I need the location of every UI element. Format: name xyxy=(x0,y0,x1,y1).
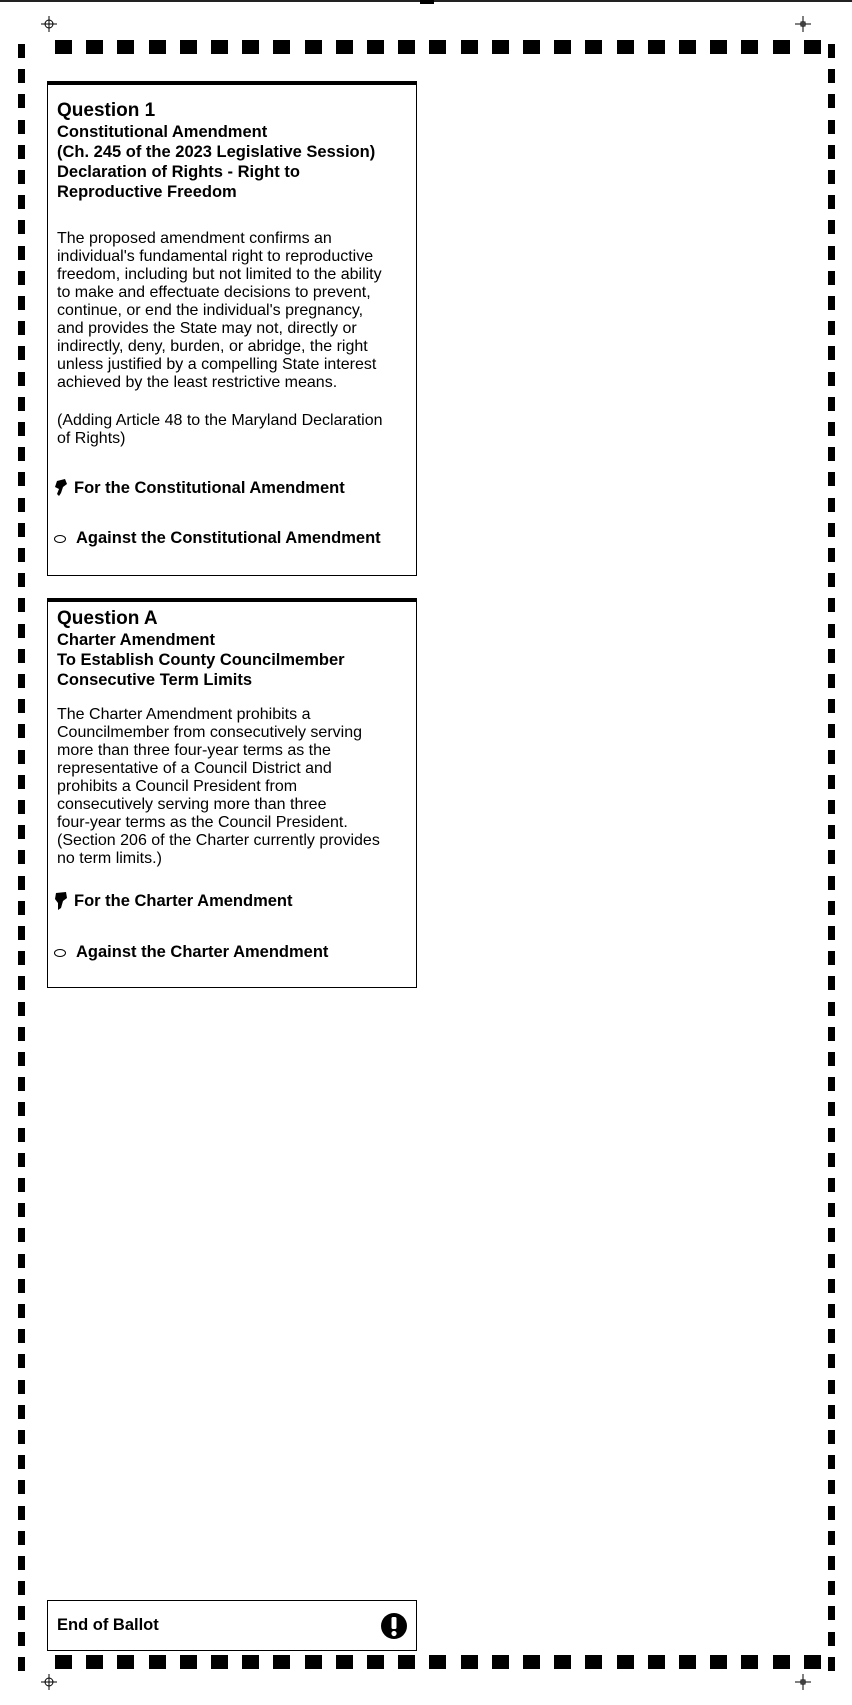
timing-mark xyxy=(18,750,25,764)
timing-mark xyxy=(55,1655,72,1669)
timing-mark xyxy=(18,1102,25,1116)
timing-mark xyxy=(18,876,25,890)
timing-mark xyxy=(18,1153,25,1167)
timing-mark xyxy=(18,372,25,386)
timing-mark xyxy=(828,170,835,184)
timing-mark xyxy=(18,548,25,562)
question-text-line: to make and effectuate decisions to prevent, xyxy=(57,284,371,301)
timing-mark xyxy=(828,699,835,713)
timing-mark xyxy=(18,321,25,335)
timing-mark xyxy=(828,876,835,890)
timing-mark xyxy=(828,472,835,486)
timing-mark xyxy=(828,1102,835,1116)
timing-mark xyxy=(828,901,835,915)
end-of-ballot-label: End of Ballot xyxy=(57,1616,159,1634)
timing-mark xyxy=(18,699,25,713)
timing-mark xyxy=(828,1556,835,1570)
timing-mark xyxy=(554,40,571,54)
timing-mark xyxy=(55,40,72,54)
timing-mark xyxy=(86,1655,103,1669)
timing-mark xyxy=(828,1455,835,1469)
timing-mark xyxy=(18,976,25,990)
timing-mark xyxy=(741,40,758,54)
timing-mark xyxy=(679,40,696,54)
question-text-line: no term limits.) xyxy=(57,850,162,867)
timing-mark xyxy=(828,850,835,864)
empty-oval-icon xyxy=(54,949,66,957)
timing-mark xyxy=(180,40,197,54)
timing-mark xyxy=(828,1027,835,1041)
timing-mark xyxy=(492,40,509,54)
timing-mark xyxy=(149,1655,166,1669)
question-text-line: prohibits a Council President from xyxy=(57,778,298,795)
timing-mark xyxy=(18,1228,25,1242)
timing-mark xyxy=(828,296,835,310)
registration-mark-bottom-left xyxy=(40,1673,58,1691)
timing-mark xyxy=(18,1002,25,1016)
timing-mark xyxy=(461,40,478,54)
timing-mark xyxy=(828,775,835,789)
question-subtitle-line: Constitutional Amendment xyxy=(57,123,268,141)
timing-mark xyxy=(180,1655,197,1669)
timing-mark xyxy=(398,40,415,54)
timing-mark xyxy=(523,1655,540,1669)
question-text-line: representative of a Council District and xyxy=(57,760,332,777)
timing-mark xyxy=(828,220,835,234)
question-subtitle-line: (Ch. 245 of the 2023 Legislative Session) xyxy=(57,143,376,161)
timing-mark xyxy=(523,40,540,54)
question-subtitle-line: To Establish County Councilmember xyxy=(57,651,345,669)
timing-mark xyxy=(18,649,25,663)
registration-mark-top-left xyxy=(40,15,58,33)
timing-mark xyxy=(18,901,25,915)
timing-mark xyxy=(18,397,25,411)
timing-mark xyxy=(828,724,835,738)
timing-mark xyxy=(828,1178,835,1192)
timing-mark xyxy=(828,523,835,537)
timing-mark xyxy=(828,397,835,411)
timing-mark xyxy=(828,1254,835,1268)
timing-mark xyxy=(398,1655,415,1669)
timing-mark xyxy=(18,1455,25,1469)
timing-mark xyxy=(18,1606,25,1620)
timing-mark xyxy=(429,40,446,54)
timing-mark xyxy=(18,1203,25,1217)
timing-mark xyxy=(828,1279,835,1293)
question-subtitle-line: Consecutive Term Limits xyxy=(57,671,252,689)
timing-mark xyxy=(828,1581,835,1595)
timing-mark xyxy=(18,1279,25,1293)
timing-mark xyxy=(18,472,25,486)
timing-mark xyxy=(773,1655,790,1669)
timing-mark xyxy=(18,44,25,58)
timing-mark xyxy=(117,40,134,54)
timing-mark xyxy=(828,498,835,512)
timing-mark xyxy=(828,321,835,335)
timing-mark xyxy=(18,573,25,587)
timing-mark xyxy=(242,40,259,54)
timing-mark xyxy=(18,1027,25,1041)
timing-mark xyxy=(648,1655,665,1669)
option-against-constitutional-amendment[interactable] xyxy=(54,529,381,548)
timing-mark xyxy=(828,1354,835,1368)
timing-mark xyxy=(828,1077,835,1091)
timing-mark xyxy=(492,1655,509,1669)
timing-mark xyxy=(828,447,835,461)
timing-mark xyxy=(828,624,835,638)
option-for-charter-amendment[interactable] xyxy=(54,891,293,911)
timing-mark xyxy=(18,69,25,83)
timing-mark xyxy=(18,498,25,512)
timing-mark xyxy=(18,1480,25,1494)
question-note-line: (Adding Article 48 to the Maryland Declaration xyxy=(57,412,383,429)
question-text-line: The proposed amendment confirms an xyxy=(57,230,332,247)
end-of-ballot-box xyxy=(47,1600,417,1651)
contest-question-1 xyxy=(47,81,417,576)
timing-mark xyxy=(18,1405,25,1419)
timing-mark xyxy=(828,1329,835,1343)
timing-mark xyxy=(461,1655,478,1669)
timing-mark xyxy=(828,825,835,839)
timing-mark xyxy=(18,1430,25,1444)
timing-mark xyxy=(18,447,25,461)
timing-mark xyxy=(710,40,727,54)
timing-mark xyxy=(828,246,835,260)
timing-mark xyxy=(18,1128,25,1142)
timing-marks-right xyxy=(828,0,835,1705)
timing-mark xyxy=(741,1655,758,1669)
timing-mark xyxy=(211,40,228,54)
timing-mark xyxy=(828,976,835,990)
timing-mark xyxy=(648,40,665,54)
filled-mark-icon xyxy=(54,478,68,498)
timing-mark xyxy=(828,1304,835,1318)
timing-mark xyxy=(305,1655,322,1669)
question-text-line: indirectly, deny, burden, or abridge, the right xyxy=(57,338,368,355)
timing-mark xyxy=(273,40,290,54)
option-against-charter-amendment[interactable] xyxy=(54,943,328,962)
question-text-line: unless justified by a compelling State interest xyxy=(57,356,377,373)
timing-mark xyxy=(828,120,835,134)
registration-mark-bottom-right xyxy=(794,1673,812,1691)
timing-mark xyxy=(117,1655,134,1669)
timing-mark xyxy=(828,1228,835,1242)
timing-mark xyxy=(18,271,25,285)
timing-mark xyxy=(18,850,25,864)
option-for-constitutional-amendment[interactable] xyxy=(54,478,345,498)
timing-mark xyxy=(710,1655,727,1669)
timing-mark xyxy=(828,800,835,814)
filled-mark-icon xyxy=(54,891,68,911)
timing-mark xyxy=(828,1128,835,1142)
option-label: For the Charter Amendment xyxy=(74,891,293,910)
option-label: For the Constitutional Amendment xyxy=(74,478,345,497)
question-text-line: more than three four-year terms as the xyxy=(57,742,331,759)
question-text-line: continue, or end the individual's pregnancy, xyxy=(57,302,364,319)
timing-mark xyxy=(18,170,25,184)
question-subtitle-line: Charter Amendment xyxy=(57,631,215,649)
timing-mark xyxy=(18,195,25,209)
timing-mark xyxy=(828,1632,835,1646)
timing-mark xyxy=(585,40,602,54)
timing-mark xyxy=(828,195,835,209)
timing-mark xyxy=(828,1002,835,1016)
question-subtitle-line: Declaration of Rights - Right to xyxy=(57,163,300,181)
contest-question-a xyxy=(47,598,417,988)
timing-mark xyxy=(18,1329,25,1343)
timing-mark xyxy=(429,1655,446,1669)
timing-mark xyxy=(18,422,25,436)
timing-mark xyxy=(828,674,835,688)
timing-mark xyxy=(18,674,25,688)
timing-mark xyxy=(18,951,25,965)
timing-mark xyxy=(18,624,25,638)
timing-mark xyxy=(617,40,634,54)
question-text-line: four-year terms as the Council President. xyxy=(57,814,348,831)
timing-mark xyxy=(18,120,25,134)
registration-mark-top-right xyxy=(794,15,812,33)
timing-mark xyxy=(828,1405,835,1419)
timing-mark xyxy=(828,145,835,159)
question-text-line: individual's fundamental right to reproductive xyxy=(57,248,374,265)
timing-mark xyxy=(828,44,835,58)
timing-mark xyxy=(18,1556,25,1570)
timing-mark xyxy=(617,1655,634,1669)
timing-mark xyxy=(18,724,25,738)
question-subtitle-line: Reproductive Freedom xyxy=(57,183,237,201)
timing-mark xyxy=(18,1657,25,1671)
timing-mark xyxy=(828,598,835,612)
timing-mark xyxy=(18,598,25,612)
timing-mark xyxy=(18,220,25,234)
timing-mark xyxy=(367,1655,384,1669)
question-note-line: of Rights) xyxy=(57,430,126,447)
option-label: Against the Charter Amendment xyxy=(76,943,329,961)
timing-mark xyxy=(828,271,835,285)
exclamation-icon xyxy=(380,1612,408,1640)
timing-mark xyxy=(773,40,790,54)
timing-mark xyxy=(211,1655,228,1669)
timing-marks-bottom xyxy=(0,1655,852,1669)
timing-marks-left xyxy=(18,0,25,1705)
option-label: Against the Constitutional Amendment xyxy=(76,529,381,547)
timing-mark xyxy=(828,1153,835,1167)
timing-mark xyxy=(18,1581,25,1595)
question-title: Question A xyxy=(57,608,158,629)
timing-mark xyxy=(828,649,835,663)
timing-mark xyxy=(18,825,25,839)
question-text-line: (Section 206 of the Charter currently provides xyxy=(57,832,380,849)
timing-mark xyxy=(828,1052,835,1066)
timing-mark xyxy=(18,1077,25,1091)
question-text-line: freedom, including but not limited to the ability xyxy=(57,266,382,283)
timing-mark xyxy=(18,246,25,260)
timing-mark xyxy=(86,40,103,54)
timing-mark xyxy=(336,1655,353,1669)
timing-mark xyxy=(828,1203,835,1217)
timing-mark xyxy=(18,523,25,537)
question-text-line: and provides the State may not, directly or xyxy=(57,320,357,337)
timing-mark xyxy=(828,548,835,562)
timing-mark xyxy=(679,1655,696,1669)
empty-oval-icon xyxy=(54,535,66,543)
timing-mark xyxy=(18,296,25,310)
timing-mark xyxy=(18,94,25,108)
timing-mark xyxy=(804,40,821,54)
timing-mark xyxy=(828,346,835,360)
timing-mark xyxy=(828,1506,835,1520)
timing-mark xyxy=(18,926,25,940)
timing-mark xyxy=(828,1480,835,1494)
timing-mark xyxy=(18,1254,25,1268)
question-text-line: The Charter Amendment prohibits a xyxy=(57,706,311,723)
timing-mark xyxy=(804,1655,821,1669)
timing-mark xyxy=(828,372,835,386)
timing-mark xyxy=(273,1655,290,1669)
timing-marks-top xyxy=(0,40,852,54)
timing-mark xyxy=(828,94,835,108)
timing-mark xyxy=(18,1380,25,1394)
timing-mark xyxy=(828,1430,835,1444)
timing-mark xyxy=(305,40,322,54)
timing-mark xyxy=(18,145,25,159)
timing-mark xyxy=(18,1052,25,1066)
timing-mark xyxy=(828,422,835,436)
question-text-line: Councilmember from consecutively serving xyxy=(57,724,362,741)
timing-mark xyxy=(18,1304,25,1318)
timing-mark xyxy=(18,346,25,360)
timing-mark xyxy=(554,1655,571,1669)
timing-mark xyxy=(585,1655,602,1669)
timing-mark xyxy=(18,1531,25,1545)
timing-mark xyxy=(336,40,353,54)
timing-mark xyxy=(828,1380,835,1394)
timing-mark xyxy=(828,750,835,764)
timing-mark xyxy=(18,800,25,814)
timing-mark xyxy=(18,1354,25,1368)
timing-mark xyxy=(149,40,166,54)
timing-mark xyxy=(367,40,384,54)
timing-mark xyxy=(828,951,835,965)
timing-mark xyxy=(18,1178,25,1192)
timing-mark xyxy=(828,1657,835,1671)
timing-mark xyxy=(242,1655,259,1669)
question-title: Question 1 xyxy=(57,100,156,121)
question-text-line: consecutively serving more than three xyxy=(57,796,327,813)
timing-mark xyxy=(828,1606,835,1620)
timing-mark xyxy=(828,573,835,587)
timing-mark xyxy=(18,775,25,789)
timing-mark xyxy=(828,926,835,940)
question-text-line: achieved by the least restrictive means. xyxy=(57,374,338,391)
timing-mark xyxy=(828,1531,835,1545)
top-edge-line xyxy=(0,0,852,2)
timing-mark xyxy=(18,1506,25,1520)
timing-mark xyxy=(18,1632,25,1646)
timing-mark xyxy=(828,69,835,83)
